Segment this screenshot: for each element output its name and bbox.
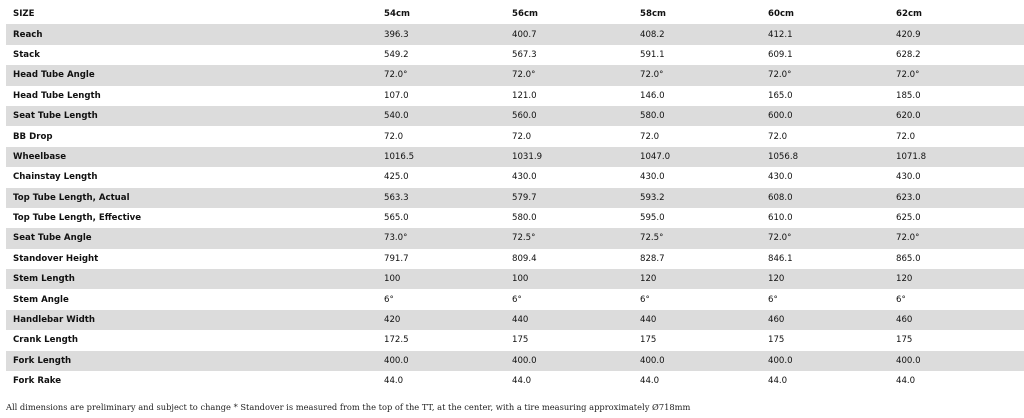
table-row xyxy=(6,330,1024,350)
table-cell: 563.3 xyxy=(377,188,505,208)
table-cell: 120 xyxy=(633,269,761,289)
table-row xyxy=(6,310,1024,330)
row-label: Seat Tube Angle xyxy=(6,228,377,248)
header-54cm: 54cm xyxy=(377,4,505,24)
table-cell: 73.0° xyxy=(377,228,505,248)
row-label: BB Drop xyxy=(6,126,377,146)
table-cell: 72.0° xyxy=(761,228,889,248)
row-label: Top Tube Length, Effective xyxy=(6,208,377,228)
table-cell: 460 xyxy=(889,310,1024,330)
table-cell: 412.1 xyxy=(761,24,889,44)
header-size: SIZE xyxy=(6,4,377,24)
table-cell: 609.1 xyxy=(761,45,889,65)
table-cell: 72.0° xyxy=(889,228,1024,248)
table-row xyxy=(6,106,1024,126)
table-cell: 72.0 xyxy=(377,126,505,146)
table-cell: 408.2 xyxy=(633,24,761,44)
table-cell: 107.0 xyxy=(377,86,505,106)
table-row xyxy=(6,249,1024,269)
table-cell: 460 xyxy=(761,310,889,330)
row-label: Wheelbase xyxy=(6,147,377,167)
table-row xyxy=(6,65,1024,85)
table-row xyxy=(6,269,1024,289)
table-cell: 6° xyxy=(889,289,1024,309)
table-cell: 72.0 xyxy=(633,126,761,146)
table-cell: 580.0 xyxy=(505,208,633,228)
table-cell: 1047.0 xyxy=(633,147,761,167)
table-cell: 72.5° xyxy=(505,228,633,248)
table-cell: 185.0 xyxy=(889,86,1024,106)
table-cell: 72.0 xyxy=(761,126,889,146)
header-56cm: 56cm xyxy=(505,4,633,24)
header-58cm: 58cm xyxy=(633,4,761,24)
table-cell: 430.0 xyxy=(889,167,1024,187)
table-cell: 540.0 xyxy=(377,106,505,126)
table-cell: 560.0 xyxy=(505,106,633,126)
table-cell: 400.7 xyxy=(505,24,633,44)
table-cell: 425.0 xyxy=(377,167,505,187)
table-cell: 828.7 xyxy=(633,249,761,269)
table-cell: 791.7 xyxy=(377,249,505,269)
row-label: Seat Tube Length xyxy=(6,106,377,126)
table-cell: 72.0° xyxy=(761,65,889,85)
table-cell: 121.0 xyxy=(505,86,633,106)
table-cell: 430.0 xyxy=(633,167,761,187)
table-cell: 44.0 xyxy=(633,371,761,391)
table-cell: 72.0 xyxy=(505,126,633,146)
table-cell: 120 xyxy=(889,269,1024,289)
table-cell: 44.0 xyxy=(889,371,1024,391)
table-cell: 440 xyxy=(633,310,761,330)
row-label: Head Tube Length xyxy=(6,86,377,106)
row-label: Stack xyxy=(6,45,377,65)
footnote: All dimensions are preliminary and subject to change * Standover is measured from the top of the TT, at the center, with a tire measuring approximately Ø718mm xyxy=(6,402,691,412)
table-cell: 400.0 xyxy=(505,351,633,371)
table-row xyxy=(6,45,1024,65)
table-cell: 625.0 xyxy=(889,208,1024,228)
table-cell: 6° xyxy=(633,289,761,309)
table-cell: 809.4 xyxy=(505,249,633,269)
table-cell: 591.1 xyxy=(633,45,761,65)
table-cell: 567.3 xyxy=(505,45,633,65)
table-cell: 72.5° xyxy=(633,228,761,248)
table-cell: 400.0 xyxy=(889,351,1024,371)
table-cell: 72.0 xyxy=(889,126,1024,146)
table-cell: 440 xyxy=(505,310,633,330)
table-row xyxy=(6,188,1024,208)
table-cell: 608.0 xyxy=(761,188,889,208)
table-cell: 610.0 xyxy=(761,208,889,228)
table-cell: 44.0 xyxy=(761,371,889,391)
table-cell: 620.0 xyxy=(889,106,1024,126)
table-cell: 400.0 xyxy=(377,351,505,371)
table-row xyxy=(6,24,1024,44)
row-label: Stem Length xyxy=(6,269,377,289)
table-header-row xyxy=(6,4,1024,24)
table-cell: 430.0 xyxy=(505,167,633,187)
table-cell: 100 xyxy=(505,269,633,289)
table-cell: 100 xyxy=(377,269,505,289)
table-cell: 593.2 xyxy=(633,188,761,208)
table-cell: 565.0 xyxy=(377,208,505,228)
table-cell: 172.5 xyxy=(377,330,505,350)
table-cell: 400.0 xyxy=(761,351,889,371)
table-row xyxy=(6,126,1024,146)
table-cell: 430.0 xyxy=(761,167,889,187)
table-cell: 420 xyxy=(377,310,505,330)
table-row xyxy=(6,371,1024,391)
table-cell: 1016.5 xyxy=(377,147,505,167)
geometry-table xyxy=(6,4,1024,391)
table-cell: 396.3 xyxy=(377,24,505,44)
row-label: Crank Length xyxy=(6,330,377,350)
table-row xyxy=(6,167,1024,187)
table-cell: 6° xyxy=(377,289,505,309)
table-cell: 72.0° xyxy=(505,65,633,85)
header-60cm: 60cm xyxy=(761,4,889,24)
row-label: Head Tube Angle xyxy=(6,65,377,85)
table-cell: 44.0 xyxy=(505,371,633,391)
table-cell: 1056.8 xyxy=(761,147,889,167)
table-cell: 175 xyxy=(761,330,889,350)
table-cell: 420.9 xyxy=(889,24,1024,44)
table-row xyxy=(6,351,1024,371)
table-row xyxy=(6,289,1024,309)
table-cell: 580.0 xyxy=(633,106,761,126)
table-cell: 865.0 xyxy=(889,249,1024,269)
table-row xyxy=(6,86,1024,106)
table-cell: 595.0 xyxy=(633,208,761,228)
table-cell: 623.0 xyxy=(889,188,1024,208)
table-cell: 44.0 xyxy=(377,371,505,391)
table-cell: 549.2 xyxy=(377,45,505,65)
table-cell: 628.2 xyxy=(889,45,1024,65)
row-label: Standover Height xyxy=(6,249,377,269)
row-label: Fork Length xyxy=(6,351,377,371)
table-cell: 579.7 xyxy=(505,188,633,208)
table-cell: 175 xyxy=(633,330,761,350)
table-cell: 1071.8 xyxy=(889,147,1024,167)
table-row xyxy=(6,228,1024,248)
table-cell: 846.1 xyxy=(761,249,889,269)
table-cell: 72.0° xyxy=(633,65,761,85)
table-cell: 146.0 xyxy=(633,86,761,106)
row-label: Fork Rake xyxy=(6,371,377,391)
table-row xyxy=(6,208,1024,228)
table-cell: 72.0° xyxy=(377,65,505,85)
row-label: Top Tube Length, Actual xyxy=(6,188,377,208)
table-cell: 600.0 xyxy=(761,106,889,126)
table-cell: 175 xyxy=(889,330,1024,350)
table-cell: 175 xyxy=(505,330,633,350)
table-cell: 72.0° xyxy=(889,65,1024,85)
table-cell: 400.0 xyxy=(633,351,761,371)
row-label: Reach xyxy=(6,24,377,44)
table-cell: 6° xyxy=(761,289,889,309)
table-row xyxy=(6,147,1024,167)
table-cell: 165.0 xyxy=(761,86,889,106)
header-62cm: 62cm xyxy=(889,4,1024,24)
row-label: Chainstay Length xyxy=(6,167,377,187)
table-cell: 1031.9 xyxy=(505,147,633,167)
table-cell: 6° xyxy=(505,289,633,309)
table-cell: 120 xyxy=(761,269,889,289)
row-label: Stem Angle xyxy=(6,289,377,309)
row-label: Handlebar Width xyxy=(6,310,377,330)
